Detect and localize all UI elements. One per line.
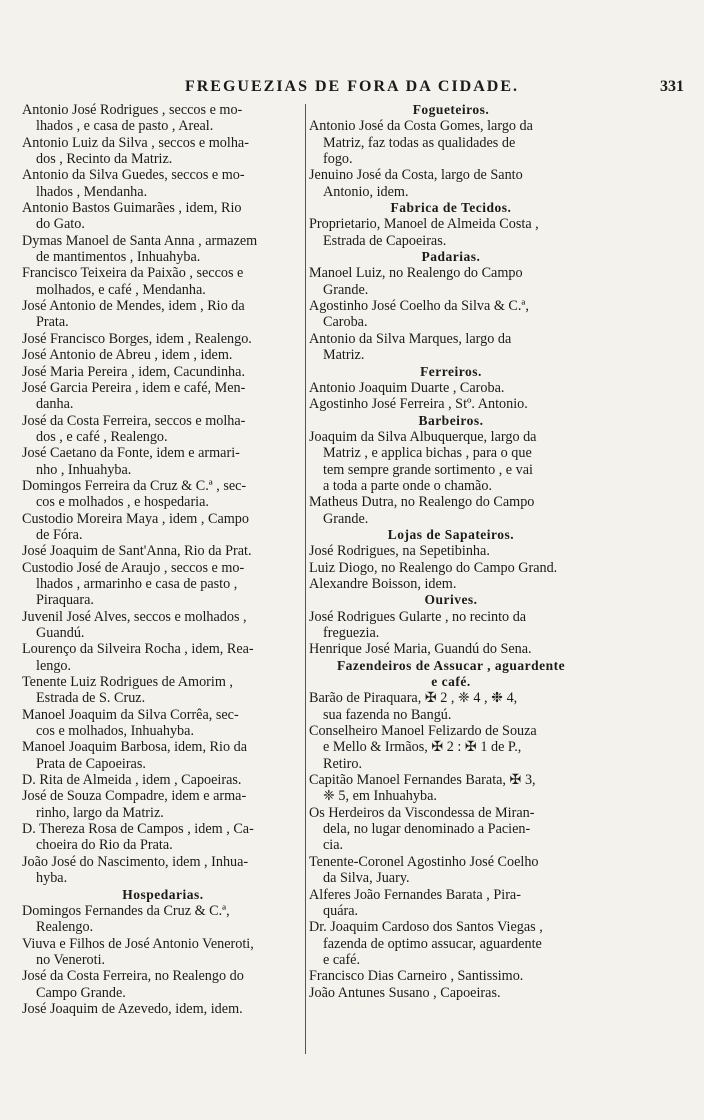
text-line: José Caetano da Fonte, idem e armari- xyxy=(22,445,240,462)
text-line: e café. xyxy=(323,951,361,968)
directory-entry xyxy=(22,609,304,642)
text-line: Joaquim da Silva Albuquerque, largo da xyxy=(309,428,537,445)
text-line: Manoel Joaquim Barbosa, idem, Rio da xyxy=(22,739,247,756)
directory-entry xyxy=(309,919,593,968)
directory-entry xyxy=(22,445,304,478)
text-line: lhados , e casa de pasto , Areal. xyxy=(36,118,214,135)
text-line: João José do Nascimento, idem , Inhua- xyxy=(22,853,249,870)
directory-entry xyxy=(22,478,304,511)
directory-entry xyxy=(309,560,593,576)
text-line: Antonio José Rodrigues , seccos e mo- xyxy=(22,102,243,118)
text-line: Grande. xyxy=(323,281,369,298)
directory-entry xyxy=(22,968,304,1001)
directory-entry xyxy=(309,854,593,887)
text-line: Domingos Fernandes da Cruz & C.ª, xyxy=(22,902,230,919)
directory-entry xyxy=(309,396,593,412)
section-heading xyxy=(309,102,593,118)
page-number: 331 xyxy=(660,78,684,95)
text-line: José Maria Pereira , idem, Cacundinha. xyxy=(22,363,245,380)
text-line: Lojas de Sapateiros. xyxy=(387,526,515,542)
text-line: Hospedarias. xyxy=(122,886,204,902)
text-line: Manoel Joaquim da Silva Corrêa, sec- xyxy=(22,706,239,723)
directory-entry xyxy=(309,985,593,1001)
text-line: dela, no lugar denominado a Pacien- xyxy=(323,821,531,838)
directory-entry xyxy=(22,298,304,331)
text-line: nho , Inhuahyba. xyxy=(36,461,132,478)
directory-entry xyxy=(309,772,593,805)
text-line: Barbeiros. xyxy=(418,412,484,428)
right-column xyxy=(309,102,593,1001)
directory-entry xyxy=(309,690,593,723)
directory-entry xyxy=(309,887,593,920)
text-line: tem sempre grande sortimento , e vai xyxy=(323,461,533,478)
text-line: Matheus Dutra, no Realengo do Campo xyxy=(309,494,535,511)
text-line: Guandú. xyxy=(36,625,85,641)
text-line: José Rodrigues Gularte , no recinto da xyxy=(309,608,527,625)
section-heading xyxy=(309,527,593,543)
directory-entry xyxy=(22,364,304,380)
text-line: do Gato. xyxy=(36,216,85,233)
text-line: molhados, e café , Mendanha. xyxy=(36,281,206,298)
text-line: danha. xyxy=(36,396,74,413)
directory-entry xyxy=(22,380,304,413)
directory-entry xyxy=(22,347,304,363)
text-line: Francisco Teixeira da Paixão , seccos e xyxy=(22,265,244,282)
text-line: Luiz Diogo, no Realengo do Campo Grand. xyxy=(309,559,558,576)
directory-entry xyxy=(309,641,593,657)
directory-entry xyxy=(309,380,593,396)
directory-entry xyxy=(22,331,304,347)
text-line: José Rodrigues, na Sepetibinha. xyxy=(309,543,490,560)
directory-entry xyxy=(22,641,304,674)
directory-entry xyxy=(22,413,304,446)
directory-entry xyxy=(309,805,593,854)
text-line: José Antonio de Abreu , idem , idem. xyxy=(22,347,233,364)
directory-entry xyxy=(22,936,304,969)
text-line: cos e molhados, Inhuahyba. xyxy=(36,723,194,740)
text-line: Tenente Luiz Rodrigues de Amorim , xyxy=(22,674,233,691)
text-line: Os Herdeiros da Viscondessa de Miran- xyxy=(309,804,535,821)
section-heading xyxy=(309,200,593,216)
section-heading xyxy=(309,592,593,608)
text-line: José Joaquim de Azevedo, idem, idem. xyxy=(22,1000,243,1017)
directory-entry xyxy=(22,821,304,854)
text-line: José Francisco Borges, idem , Realengo. xyxy=(22,330,252,347)
section-heading xyxy=(309,658,593,691)
directory-entry xyxy=(309,723,593,772)
text-line: rinho, largo da Matriz. xyxy=(36,804,164,821)
text-line: sua fazenda no Bangú. xyxy=(323,706,452,723)
directory-entry xyxy=(22,1001,304,1017)
directory-entry xyxy=(309,331,593,364)
text-line: Fabrica de Tecidos. xyxy=(390,200,512,216)
text-line: Dr. Joaquim Cardoso dos Santos Viegas , xyxy=(309,919,543,936)
text-line: Campo Grande. xyxy=(36,984,126,1001)
section-heading xyxy=(309,249,593,265)
text-line: José Joaquim de Sant'Anna, Rio da Prat. xyxy=(22,543,252,560)
text-line: Fazendeiros de Assucar , aguardente xyxy=(336,657,566,673)
directory-entry xyxy=(22,167,304,200)
section-heading xyxy=(22,887,304,903)
text-line: Retiro. xyxy=(323,755,363,772)
directory-entry xyxy=(22,772,304,788)
text-line: João Antunes Susano , Capoeiras. xyxy=(309,984,501,1001)
text-line: lhados , armarinho e casa de pasto , xyxy=(36,575,238,592)
directory-entry xyxy=(309,968,593,984)
text-line: Dymas Manoel de Santa Anna , armazem xyxy=(22,232,258,249)
text-line: Piraquara. xyxy=(36,592,94,609)
page-title: FREGUEZIAS DE FORA DA CIDADE. xyxy=(184,78,520,95)
text-line: Prata. xyxy=(36,314,69,331)
text-line: Proprietario, Manoel de Almeida Costa , xyxy=(309,216,539,233)
text-line: Barão de Piraquara, ✠ 2 , ❈ 4 , ❉ 4, xyxy=(309,690,518,707)
text-line: Matriz , e applica bichas , para o que xyxy=(323,445,532,462)
text-line: Henrique José Maria, Guandú do Sena. xyxy=(309,641,532,658)
directory-entry xyxy=(309,118,593,167)
directory-entry xyxy=(309,543,593,559)
directory-entry xyxy=(22,788,304,821)
text-line: Antonio da Silva Marques, largo da xyxy=(309,330,512,347)
directory-entry xyxy=(22,233,304,266)
text-line: de Fóra. xyxy=(36,526,83,543)
text-line: Matriz, faz todas as qualidades de xyxy=(323,134,516,151)
text-line: Antonio, idem. xyxy=(323,183,409,200)
text-line: Estrada de Capoeiras. xyxy=(323,232,447,249)
text-line: Caroba. xyxy=(323,314,368,331)
text-line: José de Souza Compadre, idem e arma- xyxy=(22,788,247,805)
text-line: Custodio José de Araujo , seccos e mo- xyxy=(22,559,245,576)
text-line: Agostinho José Coelho da Silva & C.ª, xyxy=(309,298,529,315)
text-line: dos , e café , Realengo. xyxy=(36,428,168,445)
text-line: Antonio Bastos Guimarães , idem, Rio xyxy=(22,200,242,217)
directory-entry xyxy=(309,167,593,200)
text-line: Agostinho José Ferreira , Stº. Antonio. xyxy=(309,396,528,413)
text-line: Alferes João Fernandes Barata , Pira- xyxy=(309,886,521,903)
text-line: da Silva, Juary. xyxy=(323,870,410,887)
text-line: Domingos Ferreira da Cruz & C.ª , sec- xyxy=(22,477,247,494)
page-header xyxy=(20,76,684,100)
text-line: Juvenil José Alves, seccos e molhados , xyxy=(22,608,247,625)
directory-entry xyxy=(309,609,593,642)
text-line: Matriz. xyxy=(323,347,365,364)
column-divider xyxy=(305,104,306,1054)
text-line: D. Rita de Almeida , idem , Capoeiras. xyxy=(22,772,242,789)
text-line: Lourenço da Silveira Rocha , idem, Rea- xyxy=(22,641,254,658)
text-line: Prata de Capoeiras. xyxy=(36,755,146,772)
text-line: José Antonio de Mendes, idem , Rio da xyxy=(22,298,245,315)
section-heading xyxy=(309,364,593,380)
text-line: Antonio da Silva Guedes, seccos e mo- xyxy=(22,167,245,184)
text-line: Fogueteiros. xyxy=(412,102,490,117)
text-line: choeira do Rio da Prata. xyxy=(36,837,173,854)
directory-entry xyxy=(309,298,593,331)
directory-entry xyxy=(22,903,304,936)
text-line: e Mello & Irmãos, ✠ 2 : ✠ 1 de P., xyxy=(323,739,522,756)
text-line: cos e molhados , e hospedaria. xyxy=(36,494,209,511)
directory-entry xyxy=(309,494,593,527)
text-line: Viuva e Filhos de José Antonio Veneroti, xyxy=(22,935,254,952)
text-line: cia. xyxy=(323,837,344,854)
directory-entry xyxy=(22,511,304,544)
text-line: fazenda de optimo assucar, aguardente xyxy=(323,935,542,952)
text-line: José da Costa Ferreira, seccos e molha- xyxy=(22,412,246,429)
directory-entry xyxy=(309,265,593,298)
text-line: Ourives. xyxy=(424,592,478,608)
text-line: Antonio José da Costa Gomes, largo da xyxy=(309,118,533,135)
text-line: Realengo. xyxy=(36,919,94,936)
text-line: dos , Recinto da Matriz. xyxy=(36,151,173,168)
directory-entry xyxy=(22,560,304,609)
section-heading xyxy=(309,413,593,429)
directory-entry xyxy=(22,200,304,233)
text-line: Jenuino José da Costa, largo de Santo xyxy=(309,167,523,184)
directory-entry xyxy=(22,102,304,135)
text-line: Francisco Dias Carneiro , Santissimo. xyxy=(309,968,524,985)
text-line: freguezia. xyxy=(323,625,380,641)
text-line: de mantimentos , Inhuahyba. xyxy=(36,249,201,266)
left-column xyxy=(22,102,304,1017)
text-line: Antonio Luiz da Silva , seccos e molha- xyxy=(22,134,249,151)
text-line: Conselheiro Manoel Felizardo de Souza xyxy=(309,723,537,740)
directory-entry xyxy=(22,739,304,772)
directory-entry xyxy=(22,674,304,707)
directory-entry xyxy=(22,854,304,887)
directory-entry xyxy=(22,707,304,740)
text-line: Padarias. xyxy=(421,249,481,265)
text-line: Estrada de S. Cruz. xyxy=(36,690,146,707)
directory-entry xyxy=(309,429,593,494)
text-line: Ferreiros. xyxy=(420,363,482,379)
text-line: fogo. xyxy=(323,151,353,168)
text-line: Custodio Moreira Maya , idem , Campo xyxy=(22,510,249,527)
directory-entry xyxy=(22,543,304,559)
text-line: e café. xyxy=(431,674,471,690)
text-line: a toda a parte onde o chamão. xyxy=(323,477,492,494)
text-line: José Garcia Pereira , idem e café, Men- xyxy=(22,379,246,396)
text-line: Manoel Luiz, no Realengo do Campo xyxy=(309,265,523,282)
directory-entry xyxy=(22,135,304,168)
directory-entry xyxy=(309,576,593,592)
text-line: D. Thereza Rosa de Campos , idem , Ca- xyxy=(22,821,254,838)
text-line: José da Costa Ferreira, no Realengo do xyxy=(22,968,244,985)
text-line: no Veneroti. xyxy=(36,951,106,968)
text-line: ❈ 5, em Inhuahyba. xyxy=(323,788,437,805)
directory-entry xyxy=(309,216,593,249)
text-line: Capitão Manoel Fernandes Barata, ✠ 3, xyxy=(309,772,536,789)
text-line: hyba. xyxy=(36,870,68,887)
text-line: Grande. xyxy=(323,510,369,527)
text-line: quára. xyxy=(323,902,359,919)
directory-entry xyxy=(22,265,304,298)
text-line: lhados , Mendanha. xyxy=(36,183,148,200)
text-line: Antonio Joaquim Duarte , Caroba. xyxy=(309,379,505,396)
text-line: Tenente-Coronel Agostinho José Coelho xyxy=(309,853,539,870)
text-line: lengo. xyxy=(36,657,72,674)
text-line: Alexandre Boisson, idem. xyxy=(309,575,457,592)
